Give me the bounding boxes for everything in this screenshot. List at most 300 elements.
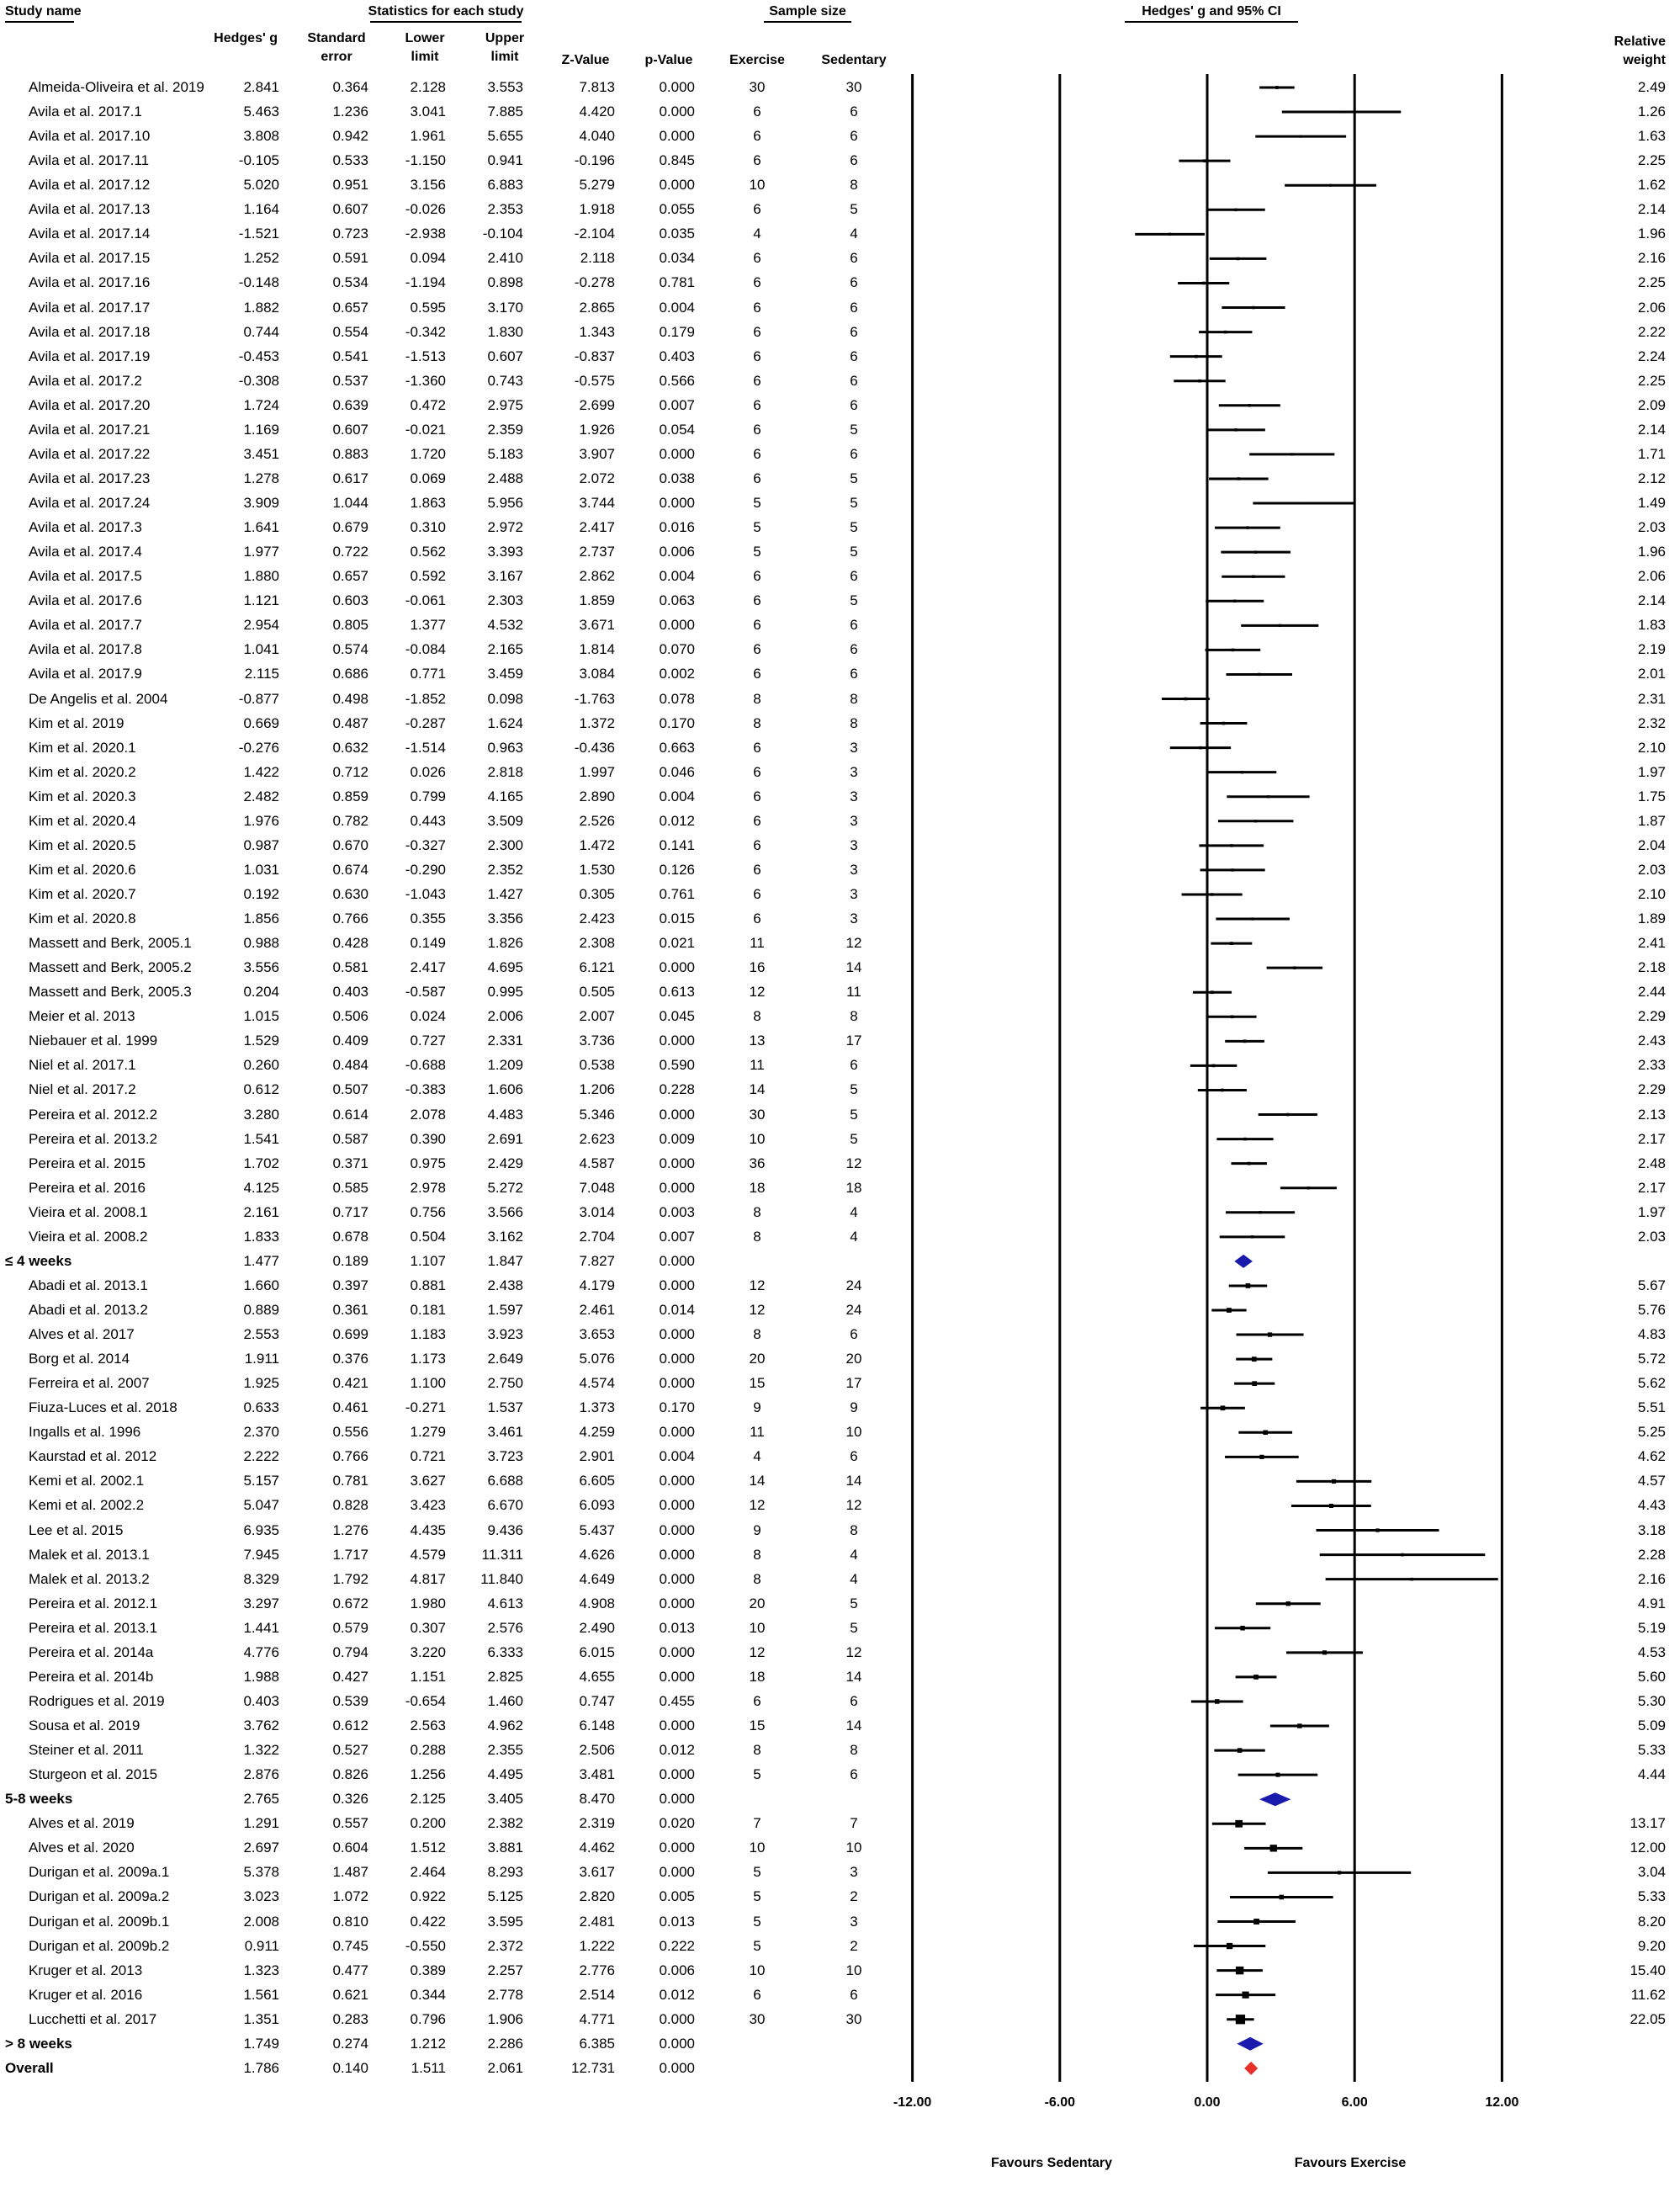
cell-exercise: 11 <box>750 935 765 952</box>
cell-lower-limit: 3.156 <box>410 177 446 194</box>
cell-z-value: 2.490 <box>579 1619 615 1636</box>
cell-p-value: 0.012 <box>659 812 695 829</box>
cell-hedges-g: 1.911 <box>244 1351 279 1367</box>
study-name: Vieira et al. 2008.2 <box>29 1228 148 1245</box>
cell-upper-limit: 3.509 <box>487 812 523 829</box>
cell-lower-limit: -0.654 <box>405 1692 446 1709</box>
cell-z-value: 4.655 <box>579 1668 615 1685</box>
cell-lower-limit: 2.417 <box>410 959 446 976</box>
cell-exercise: 6 <box>753 568 761 585</box>
effect-square <box>1227 1943 1232 1949</box>
cell-upper-limit: 1.847 <box>487 1252 523 1269</box>
cell-z-value: 2.890 <box>579 788 615 804</box>
effect-square <box>1236 1967 1243 1974</box>
cell-relative-weight: 2.44 <box>1637 984 1666 1001</box>
effect-square <box>1267 795 1269 798</box>
cell-p-value: 0.078 <box>659 690 695 707</box>
cell-sedentary: 6 <box>850 104 858 120</box>
effect-square <box>1275 86 1279 89</box>
study-name: Pereira et al. 2014b <box>29 1668 154 1685</box>
effect-square <box>1248 1162 1251 1165</box>
cell-standard-error: 0.527 <box>332 1742 368 1759</box>
study-name: Meier et al. 2013 <box>29 1008 135 1025</box>
cell-lower-limit: 1.720 <box>410 445 446 462</box>
cell-z-value: -0.436 <box>574 739 615 756</box>
cell-relative-weight: 2.13 <box>1637 1106 1666 1123</box>
cell-exercise: 6 <box>753 739 761 756</box>
cell-sedentary: 24 <box>845 1277 862 1293</box>
cell-exercise: 5 <box>753 1937 761 1954</box>
cell-z-value: 2.506 <box>579 1742 615 1759</box>
effect-square <box>1230 844 1232 847</box>
cell-upper-limit: 1.830 <box>487 323 523 340</box>
cell-lower-limit: 1.512 <box>410 1840 446 1856</box>
cell-standard-error: 0.717 <box>332 1203 368 1220</box>
cell-upper-limit: 1.826 <box>487 935 523 952</box>
cell-relative-weight: 2.14 <box>1637 421 1666 438</box>
study-name: Durigan et al. 2009a.1 <box>29 1864 170 1881</box>
cell-z-value: 0.305 <box>579 885 615 902</box>
cell-p-value: 0.761 <box>659 885 695 902</box>
cell-upper-limit: 4.483 <box>487 1106 523 1123</box>
cell-lower-limit: -0.587 <box>405 984 446 1001</box>
study-name: Vieira et al. 2008.1 <box>29 1203 148 1220</box>
cell-z-value: 2.704 <box>579 1228 615 1245</box>
cell-upper-limit: 3.923 <box>487 1326 523 1343</box>
cell-lower-limit: 0.389 <box>410 1962 446 1978</box>
cell-standard-error: 0.766 <box>332 911 368 927</box>
cell-standard-error: 0.607 <box>332 421 368 438</box>
cell-z-value: 0.505 <box>579 984 615 1001</box>
cell-standard-error: 1.276 <box>332 1521 368 1538</box>
cell-lower-limit: 0.094 <box>410 250 446 267</box>
effect-square <box>1322 1650 1327 1654</box>
cell-sedentary: 14 <box>845 1718 862 1734</box>
cell-sedentary: 9 <box>850 1399 858 1416</box>
cell-p-value: 0.126 <box>659 861 695 878</box>
effect-square <box>1253 1675 1259 1680</box>
cell-z-value: 7.827 <box>579 1252 615 1269</box>
cell-hedges-g: 0.192 <box>243 885 279 902</box>
cell-standard-error: 0.657 <box>332 299 368 316</box>
cell-p-value: 0.403 <box>659 348 695 364</box>
header-lower-1: Lower <box>405 31 445 45</box>
cell-upper-limit: 1.906 <box>487 2010 523 2027</box>
cell-p-value: 0.000 <box>659 2059 695 2076</box>
cell-upper-limit: 2.818 <box>487 763 523 780</box>
cell-sedentary: 6 <box>850 299 858 316</box>
cell-p-value: 0.000 <box>659 1546 695 1563</box>
cell-exercise: 8 <box>753 1008 761 1025</box>
effect-square <box>1241 771 1243 773</box>
cell-relative-weight: 1.96 <box>1637 544 1666 560</box>
cell-relative-weight: 1.97 <box>1637 763 1666 780</box>
cell-exercise: 6 <box>753 861 761 878</box>
cell-lower-limit: 0.799 <box>410 788 446 804</box>
cell-sedentary: 4 <box>850 226 858 242</box>
cell-p-value: 0.035 <box>659 226 695 242</box>
study-name: Pereira et al. 2016 <box>29 1179 146 1196</box>
cell-p-value: 0.000 <box>659 1106 695 1123</box>
cell-exercise: 6 <box>753 885 761 902</box>
study-name: Massett and Berk, 2005.2 <box>29 959 192 976</box>
effect-square <box>1297 1723 1301 1728</box>
cell-z-value: 4.574 <box>579 1375 615 1392</box>
cell-relative-weight: 5.19 <box>1637 1619 1666 1636</box>
study-name: Avila et al. 2017.15 <box>29 250 151 267</box>
cell-z-value: 0.747 <box>579 1692 615 1709</box>
cell-exercise: 30 <box>749 79 766 95</box>
cell-relative-weight: 11.62 <box>1630 1986 1666 2003</box>
cell-relative-weight: 1.97 <box>1637 1203 1666 1220</box>
effect-square <box>1237 257 1240 261</box>
cell-standard-error: 0.484 <box>332 1057 368 1074</box>
cell-sedentary: 6 <box>850 617 858 634</box>
study-name: Kim et al. 2020.7 <box>29 885 136 902</box>
study-name: Kim et al. 2020.5 <box>29 836 136 853</box>
cell-standard-error: 0.477 <box>332 1962 368 1978</box>
effect-square <box>1237 1748 1243 1753</box>
study-name: Avila et al. 2017.6 <box>29 592 142 609</box>
effect-square <box>1221 1405 1226 1410</box>
cell-relative-weight: 1.49 <box>1637 495 1666 512</box>
cell-hedges-g: 1.477 <box>243 1252 279 1269</box>
cell-sedentary: 6 <box>850 250 858 267</box>
cell-relative-weight: 2.16 <box>1637 1570 1666 1587</box>
effect-square <box>1227 1308 1232 1313</box>
cell-relative-weight: 13.17 <box>1630 1815 1666 1832</box>
cell-upper-limit: 2.972 <box>487 519 523 536</box>
cell-hedges-g: 1.323 <box>243 1962 279 1978</box>
cell-sedentary: 2 <box>850 1888 858 1905</box>
effect-square <box>1280 1895 1285 1900</box>
cell-sedentary: 14 <box>845 959 862 976</box>
effect-square <box>1231 1015 1234 1018</box>
cell-lower-limit: 1.377 <box>410 617 446 634</box>
cell-hedges-g: 0.911 <box>244 1937 279 1954</box>
cell-z-value: 1.372 <box>579 714 615 731</box>
cell-exercise: 6 <box>753 323 761 340</box>
cell-standard-error: 0.556 <box>332 1424 368 1441</box>
effect-square <box>1232 649 1235 652</box>
cell-sedentary: 6 <box>850 1692 858 1709</box>
cell-sedentary: 3 <box>850 812 858 829</box>
cell-p-value: 0.003 <box>659 1203 695 1220</box>
cell-standard-error: 0.630 <box>332 885 368 902</box>
cell-p-value: 0.012 <box>659 1986 695 2003</box>
header-p-value: p-Value <box>644 53 693 67</box>
study-name: Avila et al. 2017.21 <box>29 421 151 438</box>
cell-relative-weight: 2.25 <box>1637 152 1666 169</box>
cell-z-value: 12.731 <box>571 2059 615 2076</box>
effect-square <box>1236 2015 1245 2024</box>
cell-sedentary: 12 <box>845 935 862 952</box>
cell-sedentary: 6 <box>850 666 858 682</box>
cell-upper-limit: 2.061 <box>487 2059 523 2076</box>
cell-upper-limit: 2.165 <box>487 641 523 658</box>
effect-square <box>1243 1138 1247 1141</box>
cell-exercise: 20 <box>749 1595 766 1611</box>
cell-relative-weight: 2.14 <box>1637 201 1666 218</box>
cell-exercise: 10 <box>749 1962 766 1978</box>
cell-p-value: 0.000 <box>659 1595 695 1611</box>
effect-square <box>1252 575 1254 577</box>
study-name: Avila et al. 2017.18 <box>29 323 151 340</box>
cell-upper-limit: 11.840 <box>480 1570 523 1587</box>
cell-p-value: 0.170 <box>659 714 695 731</box>
study-name: Lee et al. 2015 <box>29 1521 124 1538</box>
cell-exercise: 6 <box>753 666 761 682</box>
study-name: Lucchetti et al. 2017 <box>29 2010 157 2027</box>
cell-hedges-g: 5.463 <box>243 104 279 120</box>
header-relative-2: weight <box>1623 53 1666 67</box>
cell-p-value: 0.021 <box>659 935 695 952</box>
cell-upper-limit: 1.537 <box>487 1399 523 1416</box>
cell-hedges-g: 3.451 <box>243 445 279 462</box>
cell-lower-limit: 0.472 <box>410 396 446 413</box>
cell-z-value: 1.472 <box>579 836 615 853</box>
cell-relative-weight: 5.76 <box>1637 1302 1666 1318</box>
cell-lower-limit: -0.688 <box>405 1057 446 1074</box>
effect-square <box>1251 1235 1253 1238</box>
cell-exercise: 10 <box>749 1840 766 1856</box>
cell-hedges-g: 0.633 <box>243 1399 279 1416</box>
cell-relative-weight: 4.53 <box>1637 1643 1666 1660</box>
cell-z-value: 3.617 <box>579 1864 615 1881</box>
cell-p-value: 0.004 <box>659 788 695 804</box>
cell-standard-error: 0.603 <box>332 592 368 609</box>
cell-lower-limit: -0.026 <box>405 201 446 218</box>
cell-hedges-g: 1.541 <box>243 1130 279 1147</box>
cell-lower-limit: 1.863 <box>410 495 446 512</box>
cell-exercise: 6 <box>753 250 761 267</box>
cell-sedentary: 6 <box>850 323 858 340</box>
cell-z-value: 2.526 <box>579 812 615 829</box>
cell-upper-limit: 0.743 <box>487 372 523 389</box>
cell-sedentary: 3 <box>850 885 858 902</box>
cell-sedentary: 5 <box>850 1130 858 1147</box>
header-lower-2: limit <box>411 50 439 64</box>
cell-relative-weight: 2.22 <box>1637 323 1666 340</box>
x-tick-label: -12.00 <box>893 2095 932 2110</box>
effect-square <box>1203 159 1206 162</box>
cell-sedentary: 8 <box>850 177 858 194</box>
cell-z-value: 6.093 <box>579 1497 615 1514</box>
cell-z-value: 5.437 <box>579 1521 615 1538</box>
cell-z-value: -0.196 <box>574 152 615 169</box>
cell-sedentary: 8 <box>850 1008 858 1025</box>
cell-upper-limit: 3.170 <box>487 299 523 316</box>
cell-p-value: 0.000 <box>659 1033 695 1049</box>
cell-upper-limit: 7.885 <box>487 104 523 120</box>
cell-upper-limit: 5.183 <box>487 445 523 462</box>
cell-p-value: 0.005 <box>659 1888 695 1905</box>
cell-upper-limit: 6.688 <box>487 1473 523 1489</box>
cell-sedentary: 6 <box>850 445 858 462</box>
summary-diamond <box>1237 2037 1263 2051</box>
cell-lower-limit: 0.595 <box>410 299 446 316</box>
study-name: Avila et al. 2017.24 <box>29 495 151 512</box>
cell-standard-error: 0.403 <box>332 984 368 1001</box>
study-name: Avila et al. 2017.20 <box>29 396 151 413</box>
cell-upper-limit: 2.429 <box>487 1155 523 1171</box>
summary-diamond <box>1244 2062 1258 2075</box>
cell-z-value: 0.538 <box>579 1057 615 1074</box>
header-z-value: Z-Value <box>561 53 610 67</box>
cell-z-value: 1.814 <box>579 641 615 658</box>
cell-hedges-g: 2.008 <box>243 1913 279 1930</box>
cell-standard-error: 0.632 <box>332 739 368 756</box>
cell-z-value: 2.308 <box>579 935 615 952</box>
cell-relative-weight: 5.51 <box>1637 1399 1666 1416</box>
cell-exercise: 18 <box>749 1668 766 1685</box>
cell-lower-limit: -1.194 <box>405 274 446 291</box>
cell-standard-error: 0.614 <box>332 1106 368 1123</box>
cell-relative-weight: 4.43 <box>1637 1497 1666 1514</box>
cell-standard-error: 0.428 <box>332 935 368 952</box>
cell-p-value: 0.013 <box>659 1913 695 1930</box>
cell-z-value: 2.623 <box>579 1130 615 1147</box>
cell-p-value: 0.141 <box>659 836 695 853</box>
cell-hedges-g: 1.164 <box>243 201 279 218</box>
cell-z-value: 1.222 <box>579 1937 615 1954</box>
cell-upper-limit: 2.300 <box>487 836 523 853</box>
cell-exercise: 5 <box>753 1913 761 1930</box>
cell-lower-limit: 0.975 <box>410 1155 446 1171</box>
cell-hedges-g: 3.808 <box>243 128 279 145</box>
effect-square <box>1375 1528 1379 1532</box>
x-tick-label: -6.00 <box>1044 2095 1076 2110</box>
cell-relative-weight: 5.25 <box>1637 1424 1666 1441</box>
cell-upper-limit: 2.975 <box>487 396 523 413</box>
cell-standard-error: 0.766 <box>332 1448 368 1465</box>
cell-z-value: 2.423 <box>579 911 615 927</box>
study-name: Malek et al. 2013.2 <box>29 1570 150 1587</box>
cell-exercise: 8 <box>753 1570 761 1587</box>
cell-exercise: 7 <box>753 1815 761 1832</box>
cell-relative-weight: 2.49 <box>1637 79 1666 95</box>
cell-exercise: 15 <box>749 1375 766 1392</box>
cell-exercise: 6 <box>753 911 761 927</box>
cell-hedges-g: 0.889 <box>243 1302 279 1318</box>
cell-standard-error: 0.537 <box>332 372 368 389</box>
cell-lower-limit: -1.150 <box>405 152 446 169</box>
effect-square <box>1300 135 1302 138</box>
cell-exercise: 18 <box>749 1179 766 1196</box>
study-name: Avila et al. 2017.11 <box>29 152 150 169</box>
cell-p-value: 0.034 <box>659 250 695 267</box>
cell-relative-weight: 2.17 <box>1637 1130 1666 1147</box>
cell-standard-error: 0.498 <box>332 690 368 707</box>
study-name: Kim et al. 2020.1 <box>29 739 136 756</box>
cell-standard-error: 0.189 <box>332 1252 368 1269</box>
cell-lower-limit: 1.961 <box>410 128 446 145</box>
cell-z-value: 1.918 <box>579 201 615 218</box>
effect-square <box>1246 1283 1251 1288</box>
cell-relative-weight: 5.60 <box>1637 1668 1666 1685</box>
cell-p-value: 0.000 <box>659 1521 695 1538</box>
cell-exercise: 12 <box>749 1277 766 1293</box>
cell-p-value: 0.012 <box>659 1742 695 1759</box>
cell-exercise: 10 <box>749 177 766 194</box>
study-name: Ferreira et al. 2007 <box>29 1375 150 1392</box>
study-name: Kaurstad et al. 2012 <box>29 1448 157 1465</box>
cell-p-value: 0.228 <box>659 1081 695 1098</box>
cell-sedentary: 11 <box>846 984 861 1001</box>
cell-lower-limit: 0.504 <box>410 1228 446 1245</box>
cell-exercise: 16 <box>749 959 766 976</box>
cell-exercise: 30 <box>749 2010 766 2027</box>
cell-hedges-g: 0.744 <box>243 323 279 340</box>
effect-square <box>1332 1479 1336 1484</box>
cell-lower-limit: 0.562 <box>410 544 446 560</box>
cell-relative-weight: 4.57 <box>1637 1473 1666 1489</box>
header-hedges-g: Hedges' g <box>214 31 278 45</box>
cell-sedentary: 8 <box>850 714 858 731</box>
cell-exercise: 5 <box>753 519 761 536</box>
cell-upper-limit: 0.607 <box>487 348 523 364</box>
cell-z-value: -0.837 <box>574 348 615 364</box>
cell-z-value: 6.015 <box>579 1643 615 1660</box>
cell-hedges-g: 1.988 <box>243 1668 279 1685</box>
cell-lower-limit: 1.212 <box>410 2035 446 2052</box>
cell-z-value: 4.179 <box>579 1277 615 1293</box>
cell-z-value: 6.605 <box>579 1473 615 1489</box>
summary-diamond <box>1259 1792 1290 1806</box>
cell-z-value: 1.997 <box>579 763 615 780</box>
cell-lower-limit: 0.922 <box>410 1888 446 1905</box>
cell-p-value: 0.000 <box>659 495 695 512</box>
cell-exercise: 6 <box>753 445 761 462</box>
cell-upper-limit: 3.553 <box>487 79 523 95</box>
cell-p-value: 0.000 <box>659 1497 695 1514</box>
cell-p-value: 0.000 <box>659 1351 695 1367</box>
cell-standard-error: 0.672 <box>332 1595 368 1611</box>
cell-upper-limit: 9.436 <box>487 1521 523 1538</box>
cell-lower-limit: 0.026 <box>410 763 446 780</box>
cell-upper-limit: 2.286 <box>487 2035 523 2052</box>
cell-sedentary: 12 <box>845 1643 862 1660</box>
effect-square <box>1242 1992 1248 1999</box>
cell-z-value: 2.699 <box>579 396 615 413</box>
effect-square <box>1234 428 1237 432</box>
cell-p-value: 0.000 <box>659 1643 695 1660</box>
cell-sedentary: 30 <box>845 79 862 95</box>
cell-exercise: 8 <box>753 1742 761 1759</box>
cell-relative-weight: 1.83 <box>1637 617 1666 634</box>
study-name: Kemi et al. 2002.2 <box>29 1497 145 1514</box>
cell-standard-error: 0.794 <box>332 1643 368 1660</box>
study-name: Malek et al. 2013.1 <box>29 1546 150 1563</box>
cell-p-value: 0.002 <box>659 666 695 682</box>
cell-hedges-g: 6.935 <box>243 1521 279 1538</box>
effect-square <box>1268 1332 1272 1336</box>
cell-z-value: 6.121 <box>579 959 615 976</box>
cell-standard-error: 0.723 <box>332 226 368 242</box>
cell-sedentary: 6 <box>850 1766 858 1783</box>
cell-exercise: 6 <box>753 1986 761 2003</box>
cell-hedges-g: 0.403 <box>243 1692 279 1709</box>
cell-hedges-g: 5.157 <box>243 1473 279 1489</box>
cell-standard-error: 0.364 <box>332 79 368 95</box>
study-name: Avila et al. 2017.22 <box>29 445 151 462</box>
cell-sedentary: 14 <box>845 1473 862 1489</box>
cell-hedges-g: 1.749 <box>243 2035 279 2052</box>
study-name: Avila et al. 2017.4 <box>29 544 142 560</box>
cell-hedges-g: -1.521 <box>238 226 279 242</box>
cell-lower-limit: 1.511 <box>411 2059 446 2076</box>
cell-exercise: 6 <box>753 372 761 389</box>
